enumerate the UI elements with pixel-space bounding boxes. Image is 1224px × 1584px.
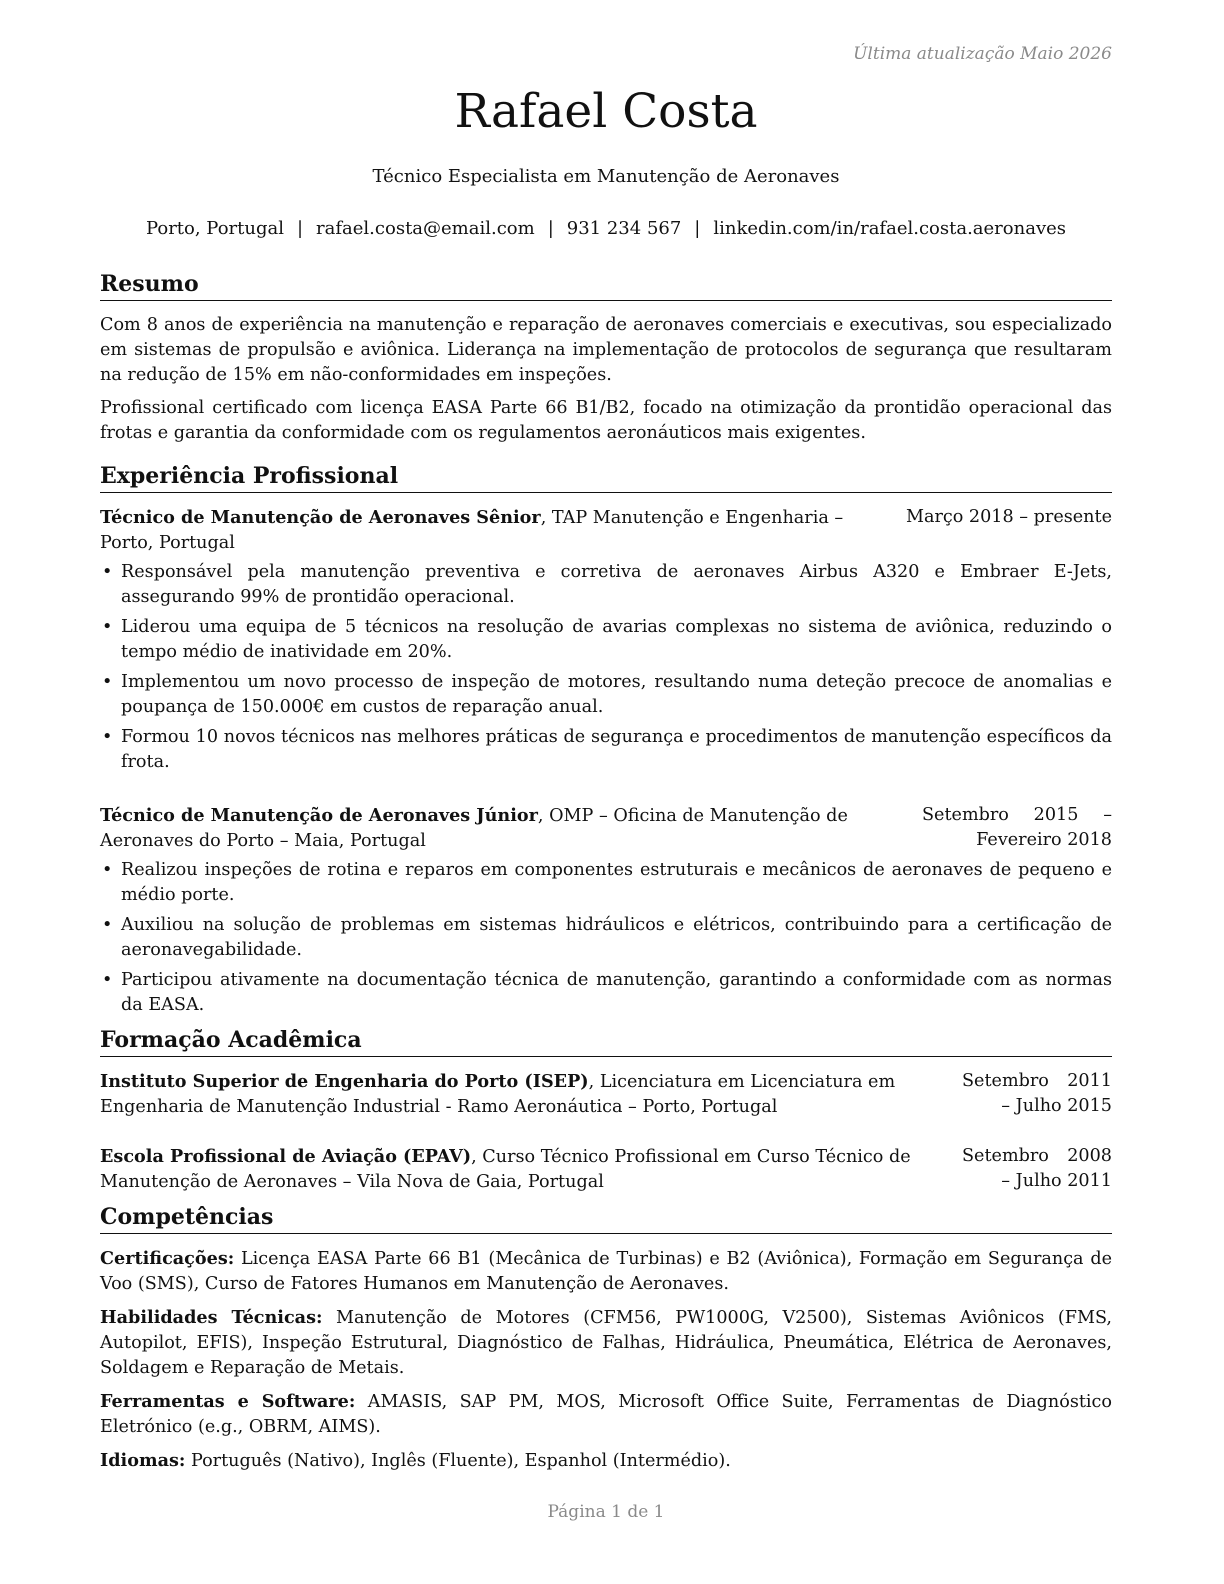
job-header — [100, 803, 1112, 854]
job-dates: Setembro 2015 – Fevereiro 2018 — [922, 805, 1112, 850]
skill-text: AMASIS, SAP PM, MOS, Microsoft Office Suite, Ferramentas de Diagnóstico Eletrónico (e.g., OBRM, AIMS). — [100, 1392, 1112, 1437]
separator: | — [694, 218, 701, 239]
list-item: • Participou ativamente na documentação técnica de manutenção, garantindo a conformidade com as normas da EASA. — [100, 968, 1112, 1018]
education-school: Instituto Superior de Engenharia do Porto (ISEP) — [100, 1071, 589, 1092]
separator: | — [296, 218, 304, 239]
contact-email[interactable]: rafael.costa@email.com — [316, 218, 535, 239]
contact-line — [100, 218, 1112, 239]
summary-paragraph: Com 8 anos de experiência na manutenção e reparação de aeronaves comerciais e executivas, sou especializado em sistemas de propulsão e aviônica. Liderança na implementação de protocolos de segurança que resultaram na redução de 15% em não-conformidades em inspeções. — [100, 315, 1112, 385]
list-item: • Implementou um novo processo de inspeção de motores, resultando numa deteção precoce de anomalias e poupança de 150.000€ em custos de reparação anual. — [100, 670, 1112, 720]
contact-linkedin[interactable]: linkedin.com/in/rafael.costa.aeronaves — [713, 218, 1067, 239]
skill-label: Idiomas: — [100, 1450, 186, 1471]
education-dates: Setembro 2008 – Julho 2011 — [962, 1146, 1112, 1191]
skill-item — [100, 1305, 1112, 1381]
section-title-summary: Resumo — [100, 268, 1112, 301]
list-item: • Liderou uma equipa de 5 técnicos na resolução de avarias complexas no sistema de aviônica, reduzindo o tempo médio de inatividade em 20%. — [100, 615, 1112, 665]
skill-label: Ferramentas e Software: — [100, 1391, 356, 1412]
person-name: Rafael Costa — [454, 84, 758, 139]
job-org: , OMP – Oficina de Manutenção de Aeronaves do Porto – Maia, Portugal — [100, 806, 848, 851]
education-line — [100, 1069, 962, 1120]
section-title-education: Formação Acadêmica — [100, 1024, 1112, 1057]
list-item: • Realizou inspeções de rotina e reparos em componentes estruturais e mecânicos de aeronaves de pequeno e médio porte. — [100, 858, 1112, 908]
contact-phone: 931 234 567 — [566, 218, 682, 239]
spacer — [100, 781, 1112, 803]
job-role: Técnico de Manutenção de Aeronaves Sênior — [100, 507, 541, 528]
job-dates: Março 2018 – presente — [905, 507, 1112, 527]
separator: | — [547, 218, 554, 239]
summary-paragraph: Profissional certificado com licença EASA Parte 66 B1/B2, focado na otimização da prontidão operacional das frotas e garantia da conformidade com os regulamentos aeronáuticos mais exigentes. — [100, 398, 1112, 443]
page-number: Página 1 de 1 — [547, 1502, 665, 1522]
job-bullets — [100, 858, 1112, 1018]
education-school: Escola Profissional de Aviação (EPAV) — [100, 1146, 472, 1167]
job-header — [100, 505, 1112, 556]
education-header — [100, 1144, 1112, 1195]
education-header — [100, 1069, 1112, 1120]
education-line — [100, 1144, 962, 1195]
resume-page — [100, 0, 1112, 1584]
skill-text: Manutenção de Motores (CFM56, PW1000G, V2500), Sistemas Aviônicos (FMS, Autopilot, EFIS), Inspeção Estrutural, Diagnóstico de Falhas, Hidráulica, Pneumática, Elétrica de Aeronaves, Soldagem e Reparação de Metais. — [100, 1308, 1112, 1378]
skill-item — [100, 1389, 1112, 1440]
education-detail: , Curso Técnico Profissional em Curso Técnico de Manutenção de Aeronaves – Vila Nova de Gaia, Portugal — [100, 1147, 911, 1192]
job-org: , TAP Manutenção e Engenharia – Porto, Portugal — [100, 508, 844, 553]
contact-location: Porto, Portugal — [145, 218, 284, 239]
skill-text: Português (Nativo), Inglês (Fluente), Espanhol (Intermédio). — [185, 1451, 731, 1471]
list-item: • Auxiliou na solução de problemas em sistemas hidráulicos e elétricos, contribuindo para a certificação de aeronavegabilidade. — [100, 913, 1112, 963]
job-entry — [100, 505, 1112, 775]
education-entry — [100, 1069, 1112, 1120]
skill-item — [100, 1246, 1112, 1297]
job-title-line — [100, 803, 922, 854]
headline: Técnico Especialista em Manutenção de Aeronaves — [372, 166, 840, 187]
spacer — [100, 1126, 1112, 1144]
job-entry — [100, 803, 1112, 1018]
last-updated: Última atualização Maio 2026 — [853, 44, 1112, 64]
job-title-line — [100, 505, 906, 556]
section-title-skills: Competências — [100, 1201, 1112, 1234]
skill-text: Licença EASA Parte 66 B1 (Mecânica de Turbinas) e B2 (Aviônica), Formação em Segurança de Voo (SMS), Curso de Fatores Humanos em Manutenção de Aeronaves. — [100, 1249, 1112, 1294]
skill-label: Habilidades Técnicas: — [100, 1307, 323, 1328]
job-role: Técnico de Manutenção de Aeronaves Júnior — [100, 805, 538, 826]
list-item: • Formou 10 novos técnicos nas melhores práticas de segurança e procedimentos de manutenção específicos da frota. — [100, 725, 1112, 775]
education-dates: Setembro 2011 – Julho 2015 — [962, 1071, 1112, 1116]
skill-label: Certificações: — [100, 1248, 235, 1269]
education-detail: , Licenciatura em Licenciatura em Engenharia de Manutenção Industrial - Ramo Aeronáutica – Porto, Portugal — [100, 1072, 896, 1117]
section-title-experience: Experiência Profissional — [100, 460, 1112, 493]
job-bullets — [100, 560, 1112, 775]
list-item: • Responsável pela manutenção preventiva e corretiva de aeronaves Airbus A320 e Embraer E-Jets, assegurando 99% de prontidão operacional. — [100, 560, 1112, 610]
resume-content — [100, 268, 1112, 1482]
skill-item — [100, 1448, 1112, 1474]
education-entry — [100, 1144, 1112, 1195]
